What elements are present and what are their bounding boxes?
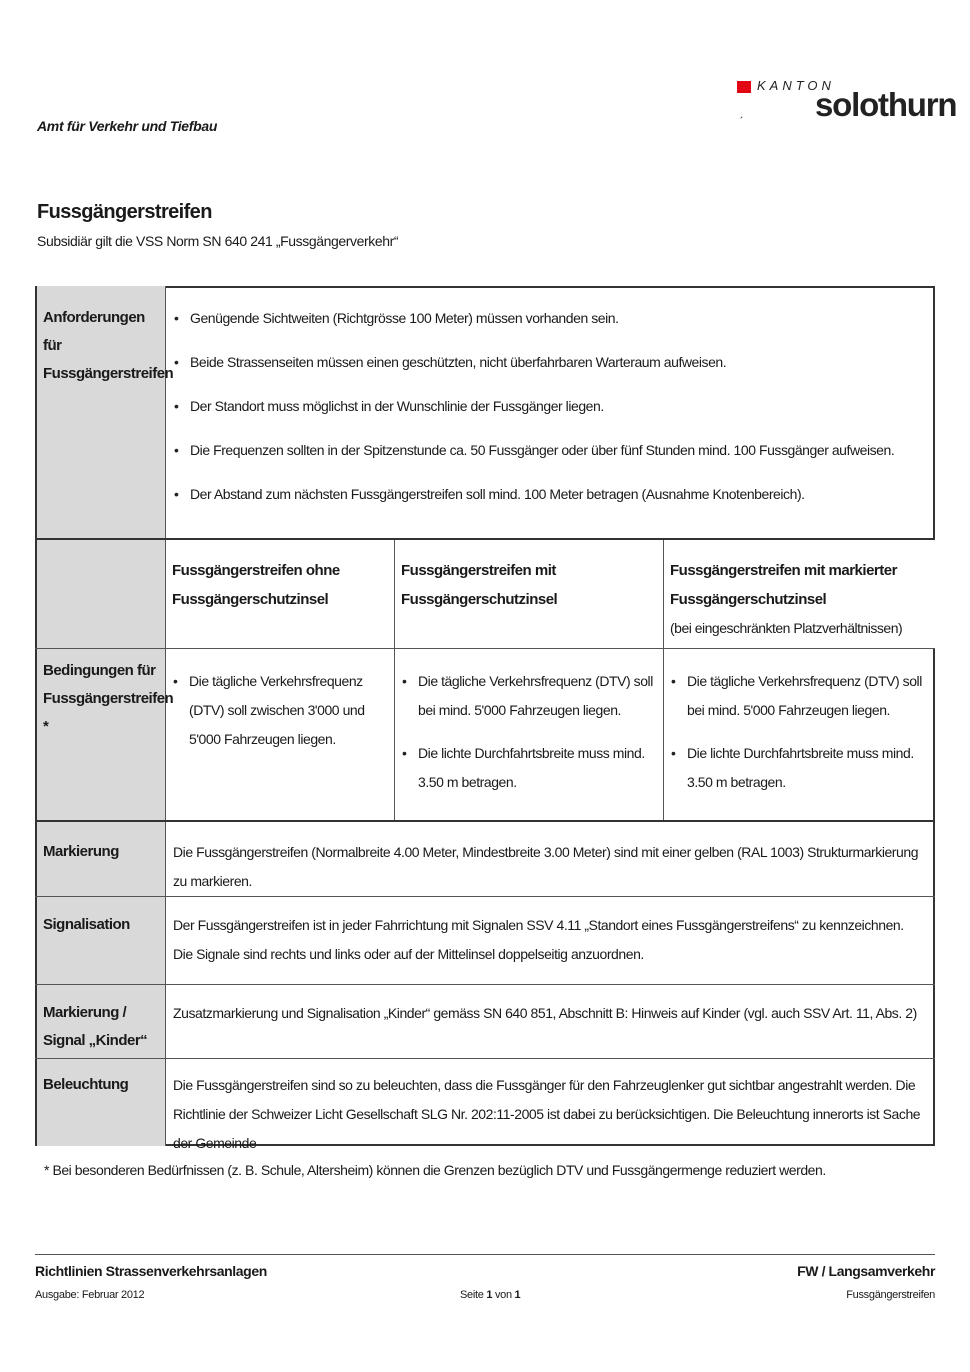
- column-header-title: Fussgängerstreifen ohne Fussgängerschutzinsel: [172, 562, 340, 608]
- list-item: • Die Frequenzen sollten in der Spitzenstunde ca. 50 Fussgänger oder über fünf Stunden mind. 100 Fussgänger aufweisen.: [173, 436, 925, 465]
- variants-header-empty-cell: [35, 540, 166, 648]
- footer-edition: Ausgabe: Februar 2012: [35, 1289, 145, 1301]
- logo-red-square: [737, 81, 751, 93]
- list-item: • Die tägliche Verkehrsfrequenz (DTV) soll bei mind. 5'000 Fahrzeugen liegen.: [401, 667, 657, 725]
- list-item: • Der Abstand zum nächsten Fussgängerstreifen soll mind. 100 Meter betragen (Ausnahme Knotenbereich).: [173, 480, 925, 509]
- column-header-title: Fussgängerstreifen mit markierter Fussgängerschutzinsel: [670, 562, 897, 608]
- conditions-cell-with-island: [395, 649, 664, 820]
- lighting-text: Die Fussgängerstreifen sind so zu beleuchten, dass die Fussgänger für den Fahrzeuglenker gut sichtbar angestrahlt werden. Die Richtlinie der Schweizer Licht Gesellschaft SLG Nr. 202:11-2005 ist dabei zu berücksichtigen. Die Beleuchtung innerorts ist Sache der Gemeinde: [173, 1077, 921, 1151]
- canton-logo: [737, 78, 957, 128]
- lighting-label: Beleuchtung: [35, 1059, 166, 1146]
- footnote: * Bei besonderen Bedürfnissen (z. B. Schule, Altersheim) können die Grenzen bezüglich DTV und Fussgängermenge reduziert werden.: [44, 1162, 826, 1178]
- page-prefix: Seite: [460, 1289, 484, 1301]
- list-item: • Genügende Sichtweiten (Richtgrösse 100 Meter) müssen vorhanden sein.: [173, 304, 925, 333]
- signalisation-row: [35, 896, 935, 984]
- logo-solothurn-text: solothurn: [815, 86, 957, 123]
- requirements-label: Anforderungen für Fussgängerstreifen: [35, 286, 166, 538]
- page-total: 1: [514, 1289, 521, 1301]
- list-item: • Beide Strassenseiten müssen einen geschützten, nicht überfahrbaren Warteraum aufweisen.: [173, 348, 925, 377]
- marking-row: [35, 820, 935, 896]
- column-header-without-island: [166, 540, 395, 648]
- marking-label: Markierung: [35, 822, 166, 896]
- page-title: Fussgängerstreifen: [37, 201, 212, 223]
- children-marking-label: Markierung / Signal „Kinder“: [35, 985, 166, 1058]
- conditions-cell-without-island: [166, 649, 395, 820]
- conditions-list: [172, 667, 388, 754]
- lighting-row: [35, 1058, 935, 1151]
- children-marking-row: [35, 984, 935, 1058]
- children-marking-text: Zusatzmarkierung und Signalisation „Kinder“ gemäss SN 640 851, Abschnitt B: Hinweis auf Kinder (vgl. auch SSV Art. 11, Abs. 2): [173, 1005, 917, 1021]
- footer-page-number: [460, 1289, 520, 1301]
- list-item: • Die tägliche Verkehrsfrequenz (DTV) soll bei mind. 5'000 Fahrzeugen liegen.: [670, 667, 927, 725]
- list-item: • Die lichte Durchfahrtsbreite muss mind. 3.50 m betragen.: [401, 739, 657, 797]
- list-item: • Die lichte Durchfahrtsbreite muss mind. 3.50 m betragen.: [670, 739, 927, 797]
- column-header-note: (bei eingeschränkten Platzverhältnissen): [670, 620, 903, 636]
- conditions-list: [401, 667, 657, 797]
- column-header-title: Fussgängerstreifen mit Fussgängerschutzinsel: [401, 562, 558, 608]
- column-header-marked-island: [664, 540, 933, 648]
- page-subtitle: Subsidiär gilt die VSS Norm SN 640 241 „Fussgängerverkehr“: [37, 233, 399, 249]
- variants-header-row: [35, 538, 935, 648]
- signalisation-label: Signalisation: [35, 897, 166, 984]
- conditions-label: Bedingungen für Fussgängerstreifen *: [35, 649, 166, 820]
- footer-series-title: Richtlinien Strassenverkehrsanlagen: [35, 1263, 267, 1279]
- conditions-cell-marked-island: [664, 649, 933, 820]
- logo-kanton-text: KANTON: [757, 78, 835, 93]
- footer-document-name: Fussgängerstreifen: [846, 1289, 935, 1301]
- page-current: 1: [486, 1289, 493, 1301]
- list-item: • Der Standort muss möglichst in der Wunschlinie der Fussgänger liegen.: [173, 392, 925, 421]
- requirements-list: [173, 304, 925, 509]
- requirements-content: [166, 286, 935, 538]
- list-item: • Die tägliche Verkehrsfrequenz (DTV) soll zwischen 3'000 und 5'000 Fahrzeugen liegen.: [172, 667, 388, 754]
- marking-text: Die Fussgängerstreifen (Normalbreite 4.00 Meter, Mindestbreite 3.00 Meter) sind mit einer gelben (RAL 1003) Strukturmarkierung zu markieren.: [173, 844, 919, 889]
- footer-divider: [35, 1254, 935, 1255]
- department-name: Amt für Verkehr und Tiefbau: [37, 118, 218, 134]
- conditions-row: [35, 648, 935, 820]
- page-of: von: [494, 1289, 512, 1301]
- conditions-list: [670, 667, 927, 797]
- signalisation-text: Der Fussgängerstreifen ist in jeder Fahrrichtung mit Signalen SSV 4.11 „Standort eines Fussgängerstreifens“ zu kennzeichnen. Die Signale sind rechts und links oder auf der Mittelinsel doppelseitig anzuordnen.: [173, 917, 904, 962]
- requirements-row: [35, 286, 935, 538]
- logo-hook: ˏ: [739, 104, 744, 119]
- column-header-with-island: [395, 540, 664, 648]
- footer-section-title: FW / Langsamverkehr: [797, 1263, 935, 1279]
